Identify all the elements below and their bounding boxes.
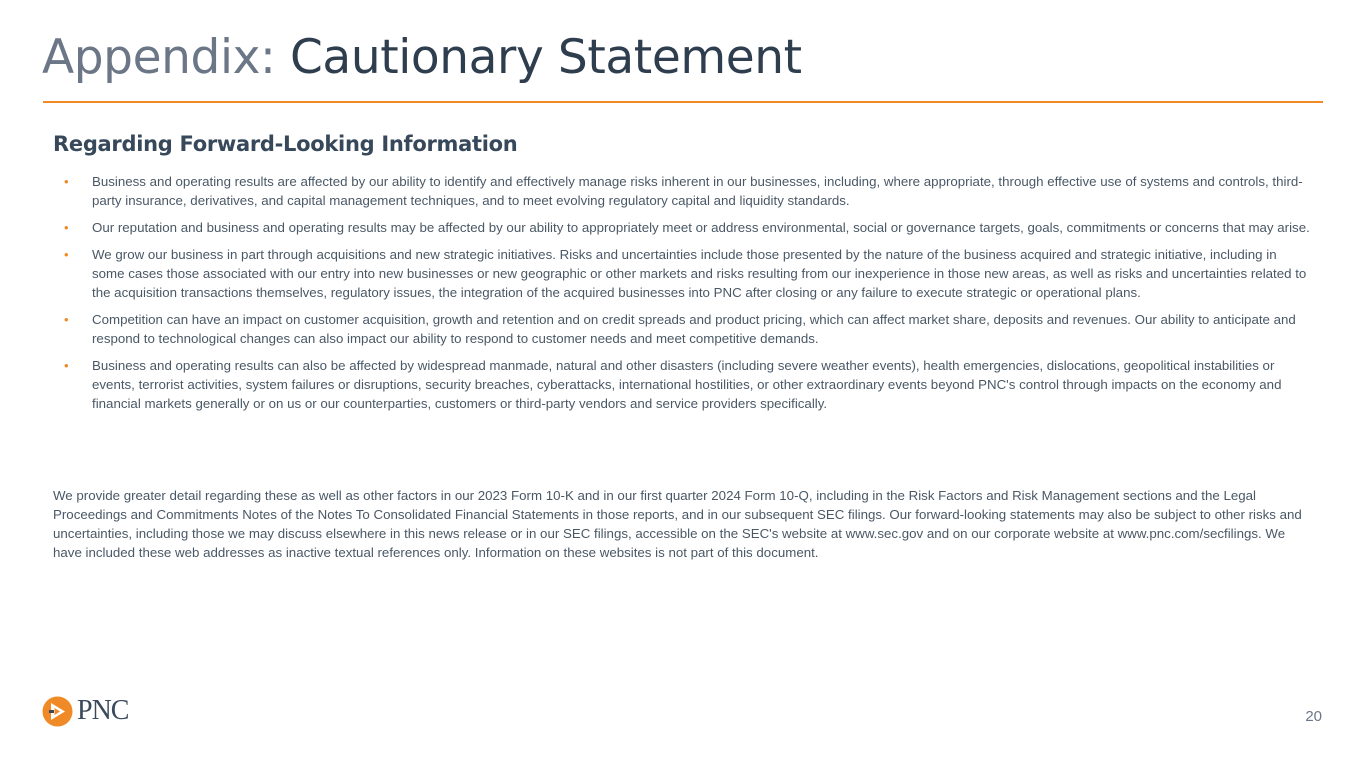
bullet-marker: • (64, 312, 69, 327)
title-prefix: Appendix: (42, 30, 276, 85)
bullet-item (64, 218, 1312, 237)
closing-paragraph: We provide greater detail regarding these as well as other factors in our 2023 Form 10-K and in our first quarter 2024 Form 10-Q, including in the Risk Factors and Risk Management sections and the Legal Proceedings and Commitments Notes of the Notes To Consolidated Financial Statements in those reports, and in our subsequent SEC filings. Our forward-looking statements may also be subject to other risks and uncertainties, including those we may discuss elsewhere in this news release or in our SEC filings, accessible on the SEC's website at www.sec.gov and on our corporate website at www.pnc.com/secfilings. We have included these web addresses as inactive textual references only. Information on these websites is not part of this document. (53, 488, 1302, 560)
bullet-item (64, 245, 1312, 302)
bullet-marker: • (64, 220, 69, 235)
page-number: 20 (1305, 708, 1322, 725)
bullet-text: Business and operating results are affected by our ability to identify and effectively manage risks inherent in our businesses, including, where appropriate, through effective use of systems and controls, third-party insurance, derivatives, and capital management techniques, and to meet evolving regulatory capital and liquidity standards. (92, 174, 1303, 208)
bullet-text: We grow our business in part through acquisitions and new strategic initiatives. Risks and uncertainties include those presented by the nature of the business acquired and strategic initiative, including in some cases those associated with our entry into new businesses or new geographic or other markets and risks resulting from our inexperience in those new areas, as well as risks and uncertainties related to the acquisition transactions themselves, regulatory issues, the integration of the acquired businesses into PNC after closing or any failure to execute strategic or operational plans. (92, 247, 1307, 300)
page-title (42, 28, 802, 88)
bullet-list (64, 172, 1312, 421)
title-main: Cautionary Statement (290, 30, 802, 85)
bullet-marker: • (64, 247, 69, 262)
bullet-item (64, 310, 1312, 348)
bullet-marker: • (64, 174, 69, 189)
pnc-logo-icon (42, 696, 73, 727)
pnc-logo (42, 695, 128, 727)
bullet-text: Competition can have an impact on customer acquisition, growth and retention and on credit spreads and product pricing, which can affect market share, deposits and revenues. Our ability to anticipate and respond to technological changes can also impact our ability to respond to customer needs and meet competitive demands. (92, 312, 1296, 346)
bullet-marker: • (64, 358, 69, 373)
bullet-item (64, 172, 1312, 210)
pnc-logo-text: PNC (77, 695, 129, 726)
bullet-text: Our reputation and business and operating results may be affected by our ability to appropriately meet or address environmental, social or governance targets, goals, commitments or concerns that may arise. (92, 220, 1310, 235)
bullet-text: Business and operating results can also be affected by widespread manmade, natural and other disasters (including severe weather events), health emergencies, dislocations, geopolitical instabilities or events, terrorist activities, system failures or disruptions, security breaches, cyberattacks, international hostilities, or other extraordinary events beyond PNC's control through impacts on the economy and financial markets generally or on us or our counterparties, customers or third-party vendors and service providers specifically. (92, 358, 1282, 411)
section-heading: Regarding Forward-Looking Information (53, 132, 518, 156)
bullet-item (64, 356, 1312, 413)
title-divider (43, 101, 1323, 103)
